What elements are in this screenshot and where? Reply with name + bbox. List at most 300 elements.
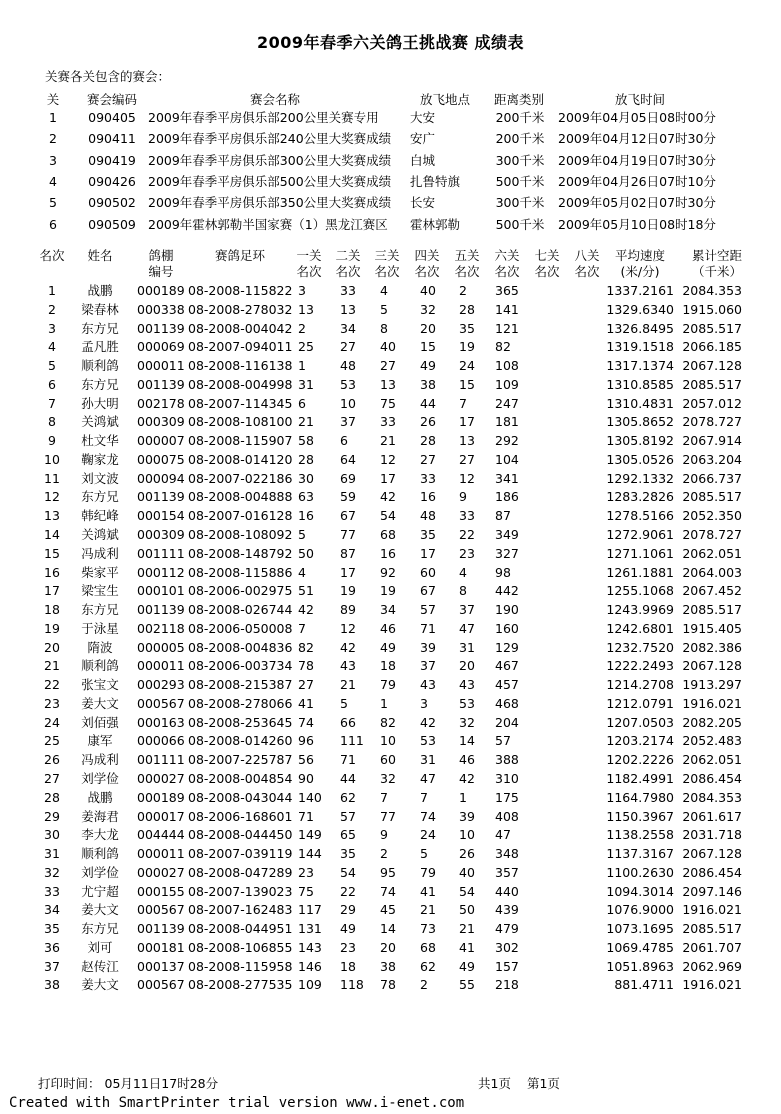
avg-speed: 1202.2226 (606, 752, 674, 768)
owner-name: 东方兄 (81, 489, 119, 505)
stage2-rank: 89 (340, 602, 356, 618)
total-distance: 2067.128 (682, 658, 742, 674)
ring-number: 08-2008-278066 (188, 695, 293, 711)
stage1-rank: 143 (298, 939, 322, 955)
stage4-rank: 32 (420, 301, 436, 317)
avg-speed: 1069.4785 (606, 939, 674, 955)
stage6-rank: 57 (495, 733, 511, 749)
owner-name: 孙大明 (81, 395, 119, 411)
owner-name: 冯成利 (81, 545, 119, 561)
owner-name: 赵传江 (81, 958, 119, 974)
rank: 32 (44, 864, 60, 880)
ring-number: 08-2007-022186 (188, 470, 293, 486)
stage1-rank: 27 (298, 677, 314, 693)
stage1-rank: 41 (298, 695, 314, 711)
stage3-rank: 79 (380, 677, 396, 693)
results-header-cell: 六关 名次 (494, 248, 520, 279)
stage3-rank: 42 (380, 489, 396, 505)
rank: 3 (48, 320, 56, 336)
stage4-rank: 24 (420, 827, 436, 843)
avg-speed: 1164.7980 (606, 789, 674, 805)
stage2-rank: 12 (340, 620, 356, 636)
stage6-rank: 292 (495, 433, 519, 449)
loft-number: 002118 (137, 620, 185, 636)
loft-number: 001139 (137, 489, 185, 505)
stage3-rank: 21 (380, 433, 396, 449)
loft-number: 000567 (137, 902, 185, 918)
stage4-rank: 20 (420, 320, 436, 336)
rank: 19 (44, 620, 60, 636)
owner-name: 刘文波 (81, 470, 119, 486)
stage4-rank: 42 (420, 714, 436, 730)
stage1-rank: 21 (298, 414, 314, 430)
table-row (0, 526, 781, 545)
release-site: 白城 (410, 152, 436, 168)
distance-class: 500千米 (495, 216, 545, 232)
ring-number: 08-2008-148792 (188, 545, 293, 561)
stage2-rank: 87 (340, 545, 356, 561)
owner-name: 刘佰强 (81, 714, 119, 730)
owner-name: 梁宝生 (81, 583, 119, 599)
stage6-rank: 82 (495, 339, 511, 355)
stage5-rank: 28 (459, 301, 475, 317)
stage5-rank: 43 (459, 677, 475, 693)
session-code: 090509 (88, 216, 136, 232)
table-row (0, 376, 781, 395)
watermark: Created with SmartPrinter trial version www.i-enet.com (9, 1095, 465, 1111)
total-distance: 1915.060 (682, 301, 742, 317)
stage4-rank: 43 (420, 677, 436, 693)
avg-speed: 1214.2708 (606, 677, 674, 693)
stage6-rank: 121 (495, 320, 519, 336)
table-row (0, 545, 781, 564)
ring-number: 08-2008-115886 (188, 564, 293, 580)
rank: 24 (44, 714, 60, 730)
table-row (0, 432, 781, 451)
release-time: 2009年04月26日07时10分 (558, 173, 716, 189)
session-name: 2009年霍林郭勒半国家赛（1）黑龙江赛区 (148, 216, 388, 232)
rank: 10 (44, 451, 60, 467)
total-distance: 2084.353 (682, 789, 742, 805)
owner-name: 冯成利 (81, 752, 119, 768)
avg-speed: 1150.3967 (606, 808, 674, 824)
stage5-rank: 31 (459, 639, 475, 655)
stage5-rank: 4 (459, 564, 467, 580)
stage5-rank: 33 (459, 508, 475, 524)
total-distance: 2085.517 (682, 921, 742, 937)
rank: 9 (48, 433, 56, 449)
loft-number: 000189 (137, 789, 185, 805)
loft-number: 001139 (137, 921, 185, 937)
loft-number: 002178 (137, 395, 185, 411)
stage3-rank: 46 (380, 620, 396, 636)
avg-speed: 1319.1518 (606, 339, 674, 355)
owner-name: 隋波 (87, 639, 113, 655)
owner-name: 顺利鸽 (81, 358, 119, 374)
stage3-rank: 5 (380, 301, 388, 317)
owner-name: 顺利鸽 (81, 846, 119, 862)
stage1-rank: 96 (298, 733, 314, 749)
table-row (0, 826, 781, 845)
avg-speed: 1203.2174 (606, 733, 674, 749)
table-row (0, 582, 781, 601)
stage1-rank: 30 (298, 470, 314, 486)
owner-name: 东方兄 (81, 320, 119, 336)
rank: 31 (44, 846, 60, 862)
stage4-rank: 15 (420, 339, 436, 355)
stage4-rank: 68 (420, 939, 436, 955)
ring-number: 08-2007-094011 (188, 339, 293, 355)
rank: 21 (44, 658, 60, 674)
owner-name: 刘可 (87, 939, 113, 955)
loft-number: 000309 (137, 527, 185, 542)
stage6-rank: 457 (495, 677, 519, 693)
stage4-rank: 49 (420, 358, 436, 374)
stage1-rank: 146 (298, 958, 322, 974)
avg-speed: 1326.8495 (606, 320, 674, 336)
table-row (0, 864, 781, 883)
ring-number: 08-2008-004998 (188, 376, 293, 392)
ring-number: 08-2008-277535 (188, 977, 293, 993)
stage5-rank: 12 (459, 470, 475, 486)
stage3-rank: 4 (380, 283, 388, 298)
stage5-rank: 55 (459, 977, 475, 993)
rank: 23 (44, 695, 60, 711)
avg-speed: 1073.1695 (606, 921, 674, 937)
session-code: 090426 (88, 173, 136, 189)
distance-class: 300千米 (495, 195, 545, 211)
loft-number: 000069 (137, 339, 185, 355)
stage5-rank: 8 (459, 583, 467, 599)
stage6-rank: 341 (495, 470, 519, 486)
stage1-rank: 25 (298, 339, 314, 355)
loft-number: 000567 (137, 695, 185, 711)
table-row (0, 808, 781, 827)
stage4-rank: 60 (420, 564, 436, 580)
print-time (38, 1074, 218, 1092)
results-header-cell: 平均速度 (米/分) (614, 248, 665, 279)
stage3-rank: 82 (380, 714, 396, 730)
stage6-rank: 310 (495, 771, 519, 787)
print-time-value: 05月11日17时28分 (104, 1076, 219, 1091)
ring-number: 08-2006-002975 (188, 583, 293, 599)
stage6-rank: 87 (495, 508, 511, 524)
stage5-rank: 19 (459, 339, 475, 355)
stage5-rank: 2 (459, 283, 467, 298)
stage3-rank: 8 (380, 320, 388, 336)
loft-number: 000027 (137, 771, 185, 787)
loft-number: 000011 (137, 658, 185, 674)
avg-speed: 1222.2493 (606, 658, 674, 674)
stage1-rank: 7 (298, 620, 306, 636)
stage1-rank: 5 (298, 527, 306, 542)
owner-name: 东方兄 (81, 602, 119, 618)
stage4-rank: 16 (420, 489, 436, 505)
stage6-rank: 349 (495, 527, 519, 542)
stage3-rank: 13 (380, 376, 396, 392)
stage6-rank: 442 (495, 583, 519, 599)
loft-number: 000094 (137, 470, 185, 486)
stage3-rank: 45 (380, 902, 396, 918)
stage3-rank: 77 (380, 808, 396, 824)
table-row (0, 320, 781, 339)
stage4-rank: 35 (420, 527, 436, 542)
release-site: 长安 (410, 195, 436, 211)
stage6-rank: 327 (495, 545, 519, 561)
stage5-rank: 49 (459, 958, 475, 974)
sessions-header-cell: 赛会名称 (249, 92, 300, 107)
stage4-rank: 44 (420, 395, 436, 411)
owner-name: 李大龙 (81, 827, 119, 843)
stage2-rank: 57 (340, 808, 356, 824)
stage3-rank: 33 (380, 414, 396, 430)
stage1-rank: 23 (298, 864, 314, 880)
total-pages: 共1页 (478, 1076, 511, 1091)
stage2-rank: 59 (340, 489, 356, 505)
loft-number: 000075 (137, 451, 185, 467)
owner-name: 张宝文 (81, 677, 119, 693)
stage6-rank: 468 (495, 695, 519, 711)
stage3-rank: 75 (380, 395, 396, 411)
stage2-rank: 42 (340, 639, 356, 655)
total-distance: 2085.517 (682, 489, 742, 505)
stage4-rank: 71 (420, 620, 436, 636)
table-row (0, 695, 781, 714)
stage1-rank: 13 (298, 301, 314, 317)
stage6-rank: 218 (495, 977, 519, 993)
stage6-rank: 98 (495, 564, 511, 580)
release-time: 2009年04月19日07时30分 (558, 152, 716, 168)
stage4-rank: 48 (420, 508, 436, 524)
stage2-rank: 49 (340, 921, 356, 937)
stage1-rank: 109 (298, 977, 322, 993)
stage5-rank: 27 (459, 451, 475, 467)
stage3-rank: 12 (380, 451, 396, 467)
avg-speed: 1212.0791 (606, 695, 674, 711)
stage1-rank: 74 (298, 714, 314, 730)
avg-speed: 1305.8652 (606, 414, 674, 430)
stage4-rank: 39 (420, 639, 436, 655)
stage3-rank: 17 (380, 470, 396, 486)
loft-number: 000155 (137, 883, 185, 899)
rank: 26 (44, 752, 60, 768)
rank: 7 (48, 395, 56, 411)
session-row (0, 129, 781, 149)
avg-speed: 1261.1881 (606, 564, 674, 580)
stage2-rank: 77 (340, 527, 356, 542)
results-header-cell: 四关 名次 (414, 248, 440, 279)
ring-number: 08-2008-014260 (188, 733, 293, 749)
stage2-rank: 21 (340, 677, 356, 693)
owner-name: 关鸿斌 (81, 527, 119, 542)
table-row (0, 301, 781, 320)
rank: 17 (44, 583, 60, 599)
avg-speed: 1094.3014 (606, 883, 674, 899)
total-distance: 2061.707 (682, 939, 742, 955)
stage1-rank: 28 (298, 451, 314, 467)
total-distance: 2063.204 (682, 451, 742, 467)
stage5-rank: 10 (459, 827, 475, 843)
stage5-rank: 32 (459, 714, 475, 730)
stage3-rank: 54 (380, 508, 396, 524)
owner-name: 于泳星 (81, 620, 119, 636)
stage2-rank: 53 (340, 376, 356, 392)
stage1-rank: 144 (298, 846, 322, 862)
stage6-rank: 190 (495, 602, 519, 618)
loft-number: 000011 (137, 358, 185, 374)
ring-number: 08-2008-215387 (188, 677, 293, 693)
release-site: 霍林郭勒 (410, 216, 461, 232)
stage4-rank: 53 (420, 733, 436, 749)
loft-number: 000293 (137, 677, 185, 693)
rank: 6 (48, 376, 56, 392)
session-row (0, 172, 781, 192)
stage6-rank: 186 (495, 489, 519, 505)
total-distance: 1916.021 (682, 977, 742, 993)
avg-speed: 1182.4991 (606, 771, 674, 787)
owner-name: 梁春林 (81, 301, 119, 317)
loft-number: 000017 (137, 808, 185, 824)
results-header-cell: 五关 名次 (454, 248, 480, 279)
total-distance: 2078.727 (682, 527, 742, 542)
stage1-rank: 78 (298, 658, 314, 674)
avg-speed: 1076.9000 (606, 902, 674, 918)
ring-number: 08-2008-106855 (188, 939, 293, 955)
stage3-rank: 10 (380, 733, 396, 749)
stage4-rank: 33 (420, 470, 436, 486)
loft-number: 000007 (137, 433, 185, 449)
session-no: 3 (49, 152, 57, 168)
results-header-cell: 累计空距 （千米） (691, 248, 742, 279)
total-distance: 1916.021 (682, 902, 742, 918)
ring-number: 08-2006-050008 (188, 620, 293, 636)
stage5-rank: 47 (459, 620, 475, 636)
ring-number: 08-2008-047289 (188, 864, 293, 880)
total-distance: 2064.003 (682, 564, 742, 580)
table-row (0, 751, 781, 770)
ring-number: 08-2008-108092 (188, 527, 293, 542)
owner-name: 姜大文 (81, 977, 119, 993)
rank: 37 (44, 958, 60, 974)
stage1-rank: 56 (298, 752, 314, 768)
stage4-rank: 27 (420, 451, 436, 467)
rank: 28 (44, 789, 60, 805)
loft-number: 000567 (137, 977, 185, 993)
stage1-rank: 71 (298, 808, 314, 824)
stage2-rank: 44 (340, 771, 356, 787)
loft-number: 000137 (137, 958, 185, 974)
avg-speed: 1207.0503 (606, 714, 674, 730)
total-distance: 2082.386 (682, 639, 742, 655)
owner-name: 尤宁超 (81, 883, 119, 899)
avg-speed: 1271.1061 (606, 545, 674, 561)
session-name: 2009年春季平房俱乐部240公里大奖赛成绩 (148, 131, 392, 147)
stage2-rank: 17 (340, 564, 356, 580)
table-row (0, 714, 781, 733)
stage2-rank: 23 (340, 939, 356, 955)
table-row (0, 958, 781, 977)
stage1-rank: 1 (298, 358, 306, 374)
owner-name: 东方兄 (81, 921, 119, 937)
avg-speed: 1310.8585 (606, 376, 674, 392)
stage2-rank: 18 (340, 958, 356, 974)
rank: 20 (44, 639, 60, 655)
owner-name: 康军 (87, 733, 113, 749)
stage6-rank: 439 (495, 902, 519, 918)
stage6-rank: 157 (495, 958, 519, 974)
ring-number: 08-2007-162483 (188, 902, 293, 918)
stage2-rank: 64 (340, 451, 356, 467)
loft-number: 001139 (137, 376, 185, 392)
stage3-rank: 92 (380, 564, 396, 580)
table-row (0, 901, 781, 920)
stage1-rank: 16 (298, 508, 314, 524)
owner-name: 关鸿斌 (81, 414, 119, 430)
stage5-rank: 13 (459, 433, 475, 449)
stage1-rank: 58 (298, 433, 314, 449)
avg-speed: 1232.7520 (606, 639, 674, 655)
avg-speed: 881.4711 (614, 977, 674, 993)
stage2-rank: 19 (340, 583, 356, 599)
stage5-rank: 41 (459, 939, 475, 955)
table-row (0, 357, 781, 376)
stage3-rank: 78 (380, 977, 396, 993)
session-code: 090411 (88, 131, 136, 147)
stage6-rank: 302 (495, 939, 519, 955)
ring-number: 08-2008-115822 (188, 283, 293, 298)
table-row (0, 470, 781, 489)
avg-speed: 1292.1332 (606, 470, 674, 486)
loft-number: 000181 (137, 939, 185, 955)
owner-name: 战鹏 (87, 283, 113, 298)
avg-speed: 1243.9969 (606, 602, 674, 618)
stage2-rank: 69 (340, 470, 356, 486)
rank: 14 (44, 527, 60, 542)
total-distance: 2085.517 (682, 320, 742, 336)
stage1-rank: 42 (298, 602, 314, 618)
avg-speed: 1137.3167 (606, 846, 674, 862)
avg-speed: 1310.4831 (606, 395, 674, 411)
table-row (0, 920, 781, 939)
rank: 8 (48, 414, 56, 430)
sessions-header-cell: 关 (46, 92, 60, 107)
stage4-rank: 74 (420, 808, 436, 824)
stage1-rank: 3 (298, 283, 306, 298)
avg-speed: 1051.8963 (606, 958, 674, 974)
stage5-rank: 26 (459, 846, 475, 862)
stage2-rank: 5 (340, 695, 348, 711)
stage4-rank: 21 (420, 902, 436, 918)
total-distance: 2066.185 (682, 339, 742, 355)
stage5-rank: 21 (459, 921, 475, 937)
stage4-rank: 62 (420, 958, 436, 974)
stage5-rank: 14 (459, 733, 475, 749)
stage2-rank: 27 (340, 339, 356, 355)
stage5-rank: 1 (459, 789, 467, 805)
loft-number: 000112 (137, 564, 185, 580)
distance-class: 200千米 (495, 110, 545, 125)
stage5-rank: 35 (459, 320, 475, 336)
stage1-rank: 2 (298, 320, 306, 336)
avg-speed: 1305.8192 (606, 433, 674, 449)
stage3-rank: 60 (380, 752, 396, 768)
avg-speed: 1255.1068 (606, 583, 674, 599)
stage6-rank: 479 (495, 921, 519, 937)
stage4-rank: 57 (420, 602, 436, 618)
owner-name: 韩纪峰 (81, 508, 119, 524)
stage4-rank: 2 (420, 977, 428, 993)
stage1-rank: 140 (298, 789, 322, 805)
